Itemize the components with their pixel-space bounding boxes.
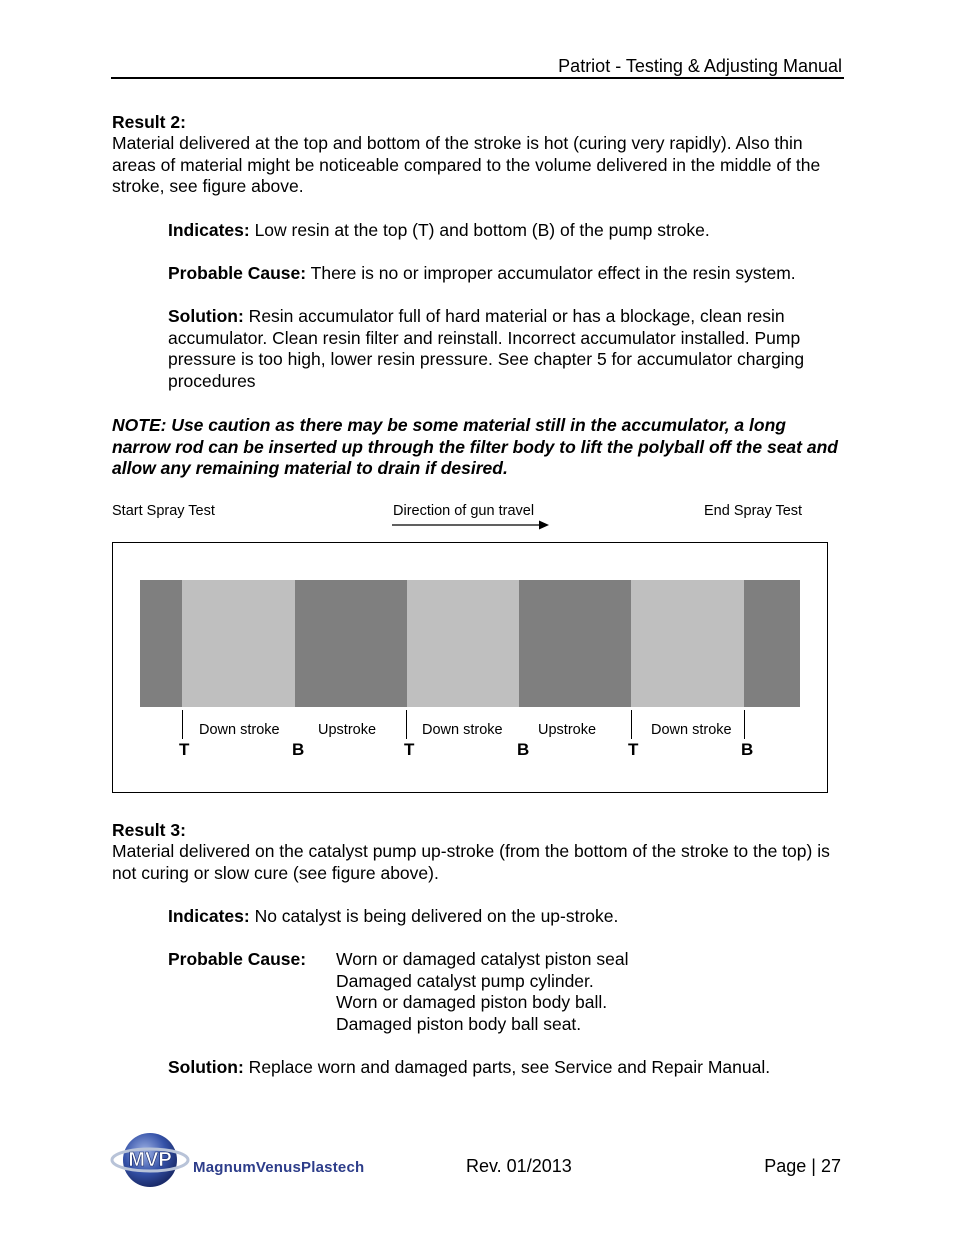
bottom-marker: B [741,740,754,759]
figure-end-label: End Spray Test [704,503,803,519]
solution-text: Resin accumulator full of hard material or has a blockage, clean resin accumulator. Clean resin filter and reinstall. Incorrect accumulator installed. Pump pressure is too high, lower resin pressure. See chapter 5 for accumulator charging procedures [168,306,805,391]
result2-heading: Result 2: [112,112,186,132]
indicates-label: Indicates: [168,906,250,926]
stroke-label: Upstroke [538,722,597,738]
band-segment-downstroke [407,580,519,707]
solution-label: Solution: [168,1057,244,1077]
result3-cause-item: Worn or damaged catalyst piston seal [336,949,629,969]
result2-solution [168,306,844,392]
result2-indicates [168,220,844,242]
result3-solution [168,1057,844,1079]
solution-label: Solution: [168,306,244,326]
bottom-marker: B [292,740,305,759]
top-marker: T [628,740,639,759]
stroke-tick [744,710,745,739]
stroke-label: Upstroke [318,722,377,738]
stroke-label: Down stroke [422,722,503,738]
figure-direction-label: Direction of gun travel [393,503,535,519]
stroke-label: Down stroke [199,722,280,738]
direction-arrow-icon [391,519,551,531]
bottom-marker: B [517,740,530,759]
band-segment-downstroke [631,580,744,707]
result3-body: Material delivered on the catalyst pump up-stroke (from the bottom of the stroke to the top) is not curing or slow cure (see figure above). [112,841,830,883]
brand-name: MagnumVenusPlastech [193,1159,365,1176]
solution-text: Replace worn and damaged parts, see Service and Repair Manual. [243,1057,771,1077]
result3-heading: Result 3: [112,820,186,840]
indicates-label: Indicates: [168,220,250,240]
stroke-tick [406,710,407,739]
stroke-tick [631,710,632,739]
result3-cause-item: Worn or damaged piston body ball. [336,992,608,1012]
note-paragraph: NOTE: Use caution as there may be some material still in the accumulator, a long narrow rod can be inserted up through the filter body to lift the polyball off the seat and allow any remaining material to drain if desired. [112,415,838,478]
indicates-text: Low resin at the top (T) and bottom (B) of the pump stroke. [249,220,710,240]
result2-body: Material delivered at the top and bottom of the stroke is hot (curing very rapidly). Also thin areas of material might be noticeable compared to the volume delivered in the middle of the stroke, see figure above. [112,133,821,196]
page-number: Page | 27 [764,1156,841,1176]
result3-cause-label: Probable Cause: [168,949,307,969]
result2-cause [168,263,844,285]
cause-label: Probable Cause: [168,263,307,283]
band-segment-upstroke [295,580,407,707]
mvp-logo-icon [110,1130,190,1190]
stroke-tick [182,710,183,739]
band-segment-downstroke [182,580,295,707]
top-marker: T [404,740,415,759]
indicates-text: No catalyst is being delivered on the up-stroke. [249,906,619,926]
header-title: Patriot - Testing & Adjusting Manual [558,56,842,76]
band-segment-upstroke [744,580,800,707]
cause-text: There is no or improper accumulator effect in the resin system. [306,263,796,283]
revision: Rev. 01/2013 [466,1156,572,1176]
result3-cause-item: Damaged piston body ball seat. [336,1014,582,1034]
figure-start-label: Start Spray Test [112,503,215,519]
band-segment-upstroke [519,580,631,707]
stroke-label: Down stroke [651,722,732,738]
logo-text: MVP [128,1149,172,1171]
result3-cause-item: Damaged catalyst pump cylinder. [336,971,594,991]
result3-indicates [168,906,844,928]
header-rule [111,77,844,79]
top-marker: T [179,740,190,759]
band-segment-upstroke [140,580,182,707]
